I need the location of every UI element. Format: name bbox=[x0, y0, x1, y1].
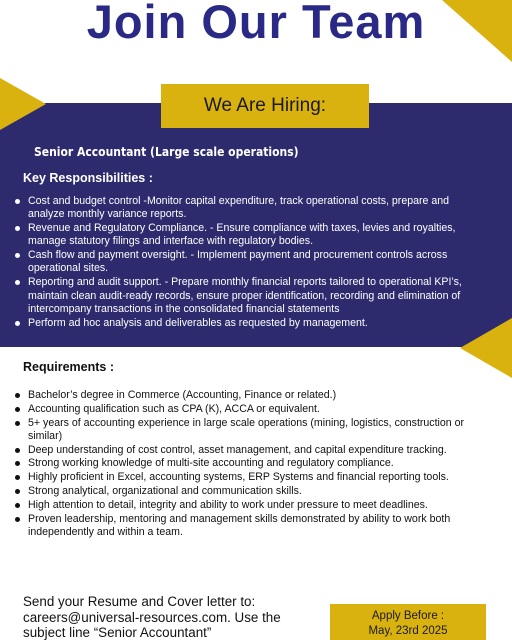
subject-line: subject line “Senior Accountant” bbox=[23, 625, 212, 640]
list-item: Reporting and audit support. - Prepare monthly financial reports tailored to operational KPI’s, maintain clean audit-ready records, ensure proper identification, recording and elimination of intercompany transactions in the consolidated financial statements bbox=[15, 276, 485, 316]
send-line: Send your Resume and Cover letter to: bbox=[23, 594, 256, 609]
job-title: Senior Accountant (Large scale operations) bbox=[34, 145, 299, 159]
application-instructions bbox=[23, 594, 323, 640]
email-line bbox=[23, 610, 323, 626]
list-item: Cost and budget control -Monitor capital expenditure, track operational costs, prepare and analyze monthly variance reports. bbox=[15, 195, 485, 222]
list-item: Accounting qualification such as CPA (K), ACCA or equivalent. bbox=[15, 403, 470, 416]
list-item: Revenue and Regulatory Compliance. - Ensure compliance with taxes, levies and royalties, manage statutory filings and interface with regulatory bodies. bbox=[15, 222, 485, 249]
email-suffix: . Use the bbox=[227, 609, 281, 625]
list-item: Proven leadership, mentoring and management skills demonstrated by ability to work both independently and within a team. bbox=[15, 513, 470, 540]
list-item: Strong working knowledge of multi-site accounting and regulatory compliance. bbox=[15, 457, 470, 470]
list-item: Highly proficient in Excel, accounting systems, ERP Systems and financial reporting tools. bbox=[15, 471, 470, 484]
requirements-heading: Requirements : bbox=[23, 360, 114, 374]
deadline-date: May, 23rd 2025 bbox=[368, 625, 448, 637]
responsibilities-heading: Key Responsibilities : bbox=[23, 171, 153, 185]
gold-left-triangle bbox=[0, 78, 46, 130]
deadline-label: Apply Before : bbox=[371, 610, 445, 622]
email-link[interactable]: careers@universal-resources.com bbox=[23, 609, 228, 625]
hiring-banner: We Are Hiring: bbox=[161, 84, 369, 128]
list-item: Cash flow and payment oversight. - Implement payment and procurement controls across operational sites. bbox=[15, 249, 485, 276]
list-item: High attention to detail, integrity and ability to work under pressure to meet deadlines. bbox=[15, 499, 470, 512]
page-title: Join Our Team bbox=[86, 0, 426, 48]
list-item: Strong analytical, organizational and communication skills. bbox=[15, 485, 470, 498]
deadline-box bbox=[330, 604, 486, 640]
responsibilities-list bbox=[15, 195, 485, 330]
list-item: Deep understanding of cost control, asset management, and capital expenditure tracking. bbox=[15, 444, 470, 457]
requirements-list bbox=[15, 389, 470, 540]
list-item: Bachelor’s degree in Commerce (Accounting, Finance or related.) bbox=[15, 389, 470, 402]
list-item: 5+ years of accounting experience in large scale operations (mining, logistics, construction or similar) bbox=[15, 417, 470, 444]
list-item: Perform ad hoc analysis and deliverables as requested by management. bbox=[15, 317, 485, 330]
